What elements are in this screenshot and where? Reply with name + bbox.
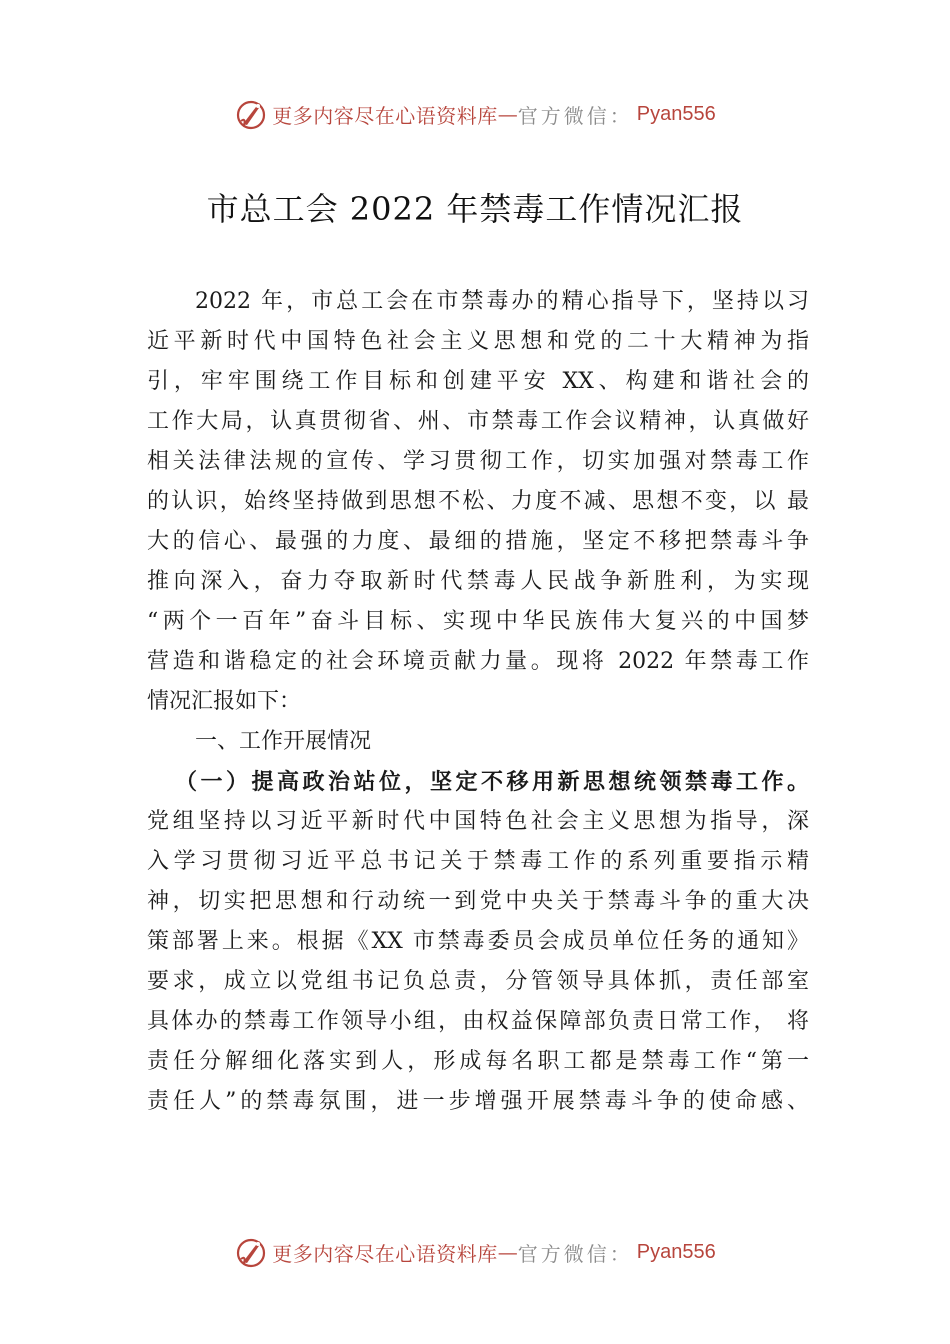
paragraph-line: 相关法律法规的宣传、学习贯彻工作，切实加强对禁毒工作 xyxy=(147,449,809,474)
paragraph-line: 营造和谐稳定的社会环境贡献力量。现将 2022 年禁毒工作 xyxy=(147,649,809,674)
subsection-heading: （一）提高政治站位，坚定不移用新思想统领禁毒工作。 xyxy=(175,769,809,795)
paragraph-line: 情况汇报如下： xyxy=(147,689,302,714)
paragraph-line: 大的信心、最强的力度、最细的措施，坚定不移把禁毒斗争 xyxy=(147,529,809,554)
banner-wechat-id: Pyan556 xyxy=(636,102,716,125)
paragraph-line: 要求，成立以党组书记负总责，分管领导具体抓，责任部室 xyxy=(147,969,809,994)
document-title: 市总工会 2022 年禁毒工作情况汇报 xyxy=(206,190,744,228)
banner-official-label: 官方微信： xyxy=(517,1241,633,1266)
banner-separator: — xyxy=(497,102,518,126)
paragraph-line: 近平新时代中国特色社会主义思想和党的二十大精神为指 xyxy=(147,329,809,354)
banner-official-label: 官方微信： xyxy=(517,103,633,128)
footer-banner xyxy=(0,1232,950,1272)
paragraph-line: 2022 年，市总工会在市禁毒办的精心指导下，坚持以习 xyxy=(195,289,809,314)
paragraph-line: 具体办的禁毒工作领导小组，由权益保障部负责日常工作， 将 xyxy=(147,1009,809,1034)
paragraph-line: 引，牢牢围绕工作目标和创建平安 XX、构建和谐社会的 xyxy=(147,369,809,394)
paragraph-line: 责任人”的禁毒氛围，进一步增强开展禁毒斗争的使命感、 xyxy=(147,1089,809,1114)
paragraph-line: 工作大局，认真贯彻省、州、市禁毒工作会议精神，认真做好 xyxy=(147,409,809,434)
paragraph-line: 策部署上来。根据《XX 市禁毒委员会成员单位任务的通知》 xyxy=(147,929,809,954)
quill-pen-circle-icon xyxy=(234,1235,268,1269)
paragraph-line: 责任分解细化落实到人，形成每名职工都是禁毒工作“第一 xyxy=(147,1049,809,1074)
paragraph-line: 入学习贯彻习近平总书记关于禁毒工作的系列重要指示精 xyxy=(147,849,809,874)
banner-separator: — xyxy=(497,1240,518,1264)
header-banner xyxy=(0,94,950,134)
paragraph-line: “两个一百年”奋斗目标、实现中华民族伟大复兴的中国梦 xyxy=(147,609,809,634)
paragraph-line: 神，切实把思想和行动统一到党中央关于禁毒斗争的重大决 xyxy=(147,889,809,914)
document-body xyxy=(147,282,809,1122)
banner-promo-text: 更多内容尽在心语资料库 xyxy=(272,103,498,128)
banner-wechat-id: Pyan556 xyxy=(636,1240,716,1263)
paragraph-line: 推向深入，奋力夺取新时代禁毒人民战争新胜利，为实现 xyxy=(147,569,809,594)
section-heading: 一、工作开展情况 xyxy=(195,729,372,754)
paragraph-line: 党组坚持以习近平新时代中国特色社会主义思想为指导，深 xyxy=(147,809,809,834)
banner-promo-text: 更多内容尽在心语资料库 xyxy=(272,1241,498,1266)
quill-pen-circle-icon xyxy=(234,97,268,131)
paragraph-line: 的认识，始终坚持做到思想不松、力度不减、思想不变，以 最 xyxy=(147,489,809,514)
